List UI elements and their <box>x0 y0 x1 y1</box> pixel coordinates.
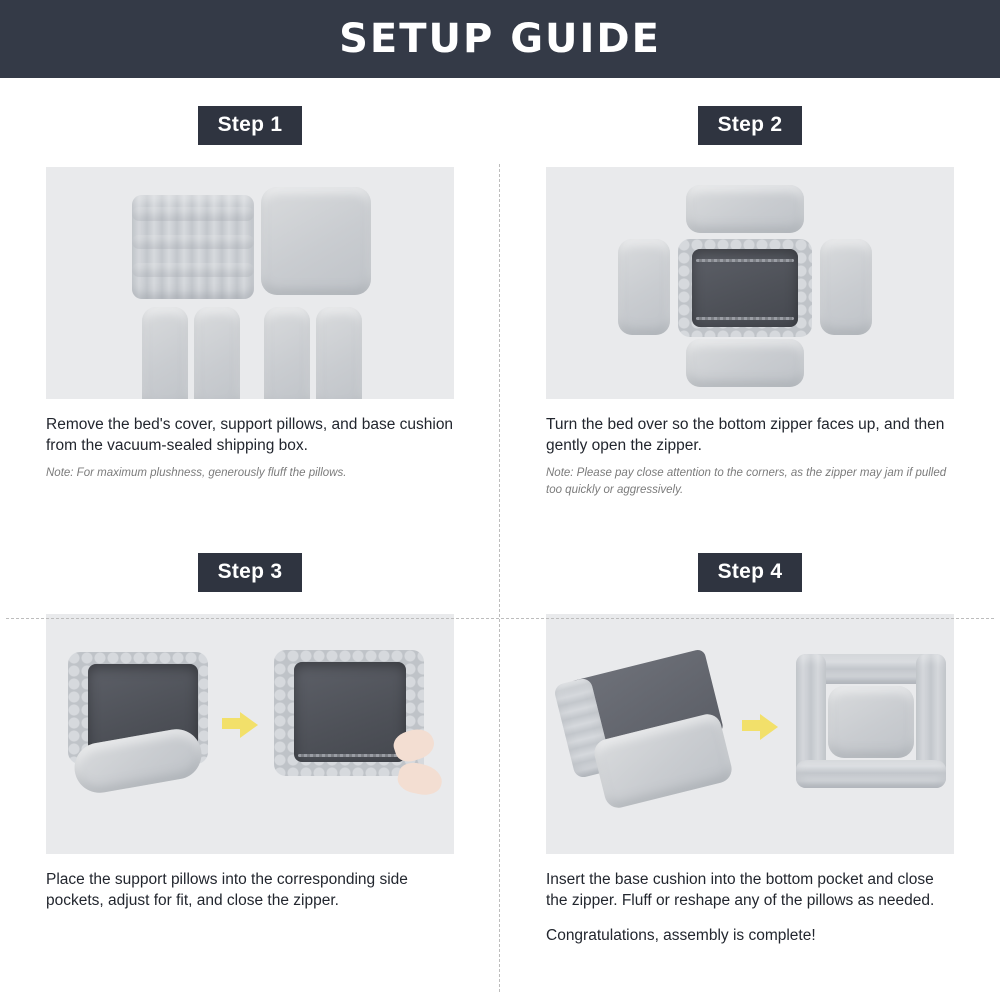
step-card-3 <box>0 525 500 1000</box>
horizontal-divider <box>6 618 994 619</box>
step-1-caption: Remove the bed's cover, support pillows, and base cushion from the vacuum-sealed shipping box. <box>46 416 454 454</box>
step-card-2 <box>500 78 1000 525</box>
step-2-illustration <box>546 167 954 399</box>
step-4-illustration <box>546 614 954 854</box>
step-4-badge-row <box>546 553 954 592</box>
step-3-badge: Step 3 <box>198 553 303 592</box>
step-card-1 <box>0 78 500 525</box>
step-4-badge: Step 4 <box>698 553 803 592</box>
step-card-4 <box>500 525 1000 1000</box>
step-2-badge: Step 2 <box>698 106 803 145</box>
steps-grid <box>0 78 1000 1000</box>
step-2-badge-row <box>546 106 954 145</box>
step-3-badge-row <box>46 553 454 592</box>
step-2-caption: Turn the bed over so the bottom zipper faces up, and then gently open the zipper. <box>546 416 945 454</box>
step-1-note: Note: For maximum plushness, generously fluff the pillows. <box>46 466 347 479</box>
step-4-caption: Insert the base cushion into the bottom pocket and close the zipper. Fluff or reshape any of the pillows as needed. <box>546 871 935 909</box>
vertical-divider <box>499 164 500 992</box>
page-title: SETUP GUIDE <box>339 16 661 62</box>
step-2-note: Note: Please pay close attention to the corners, as the zipper may jam if pulled too quickly or aggressively. <box>546 466 947 496</box>
step-4-caption-secondary: Congratulations, assembly is complete! <box>546 926 816 944</box>
step-1-badge: Step 1 <box>198 106 303 145</box>
step-1-badge-row <box>46 106 454 145</box>
step-1-illustration <box>46 167 454 399</box>
step-3-illustration <box>46 614 454 854</box>
page-header <box>0 0 1000 78</box>
step-3-caption: Place the support pillows into the corresponding side pockets, adjust for fit, and close the zipper. <box>46 871 408 909</box>
